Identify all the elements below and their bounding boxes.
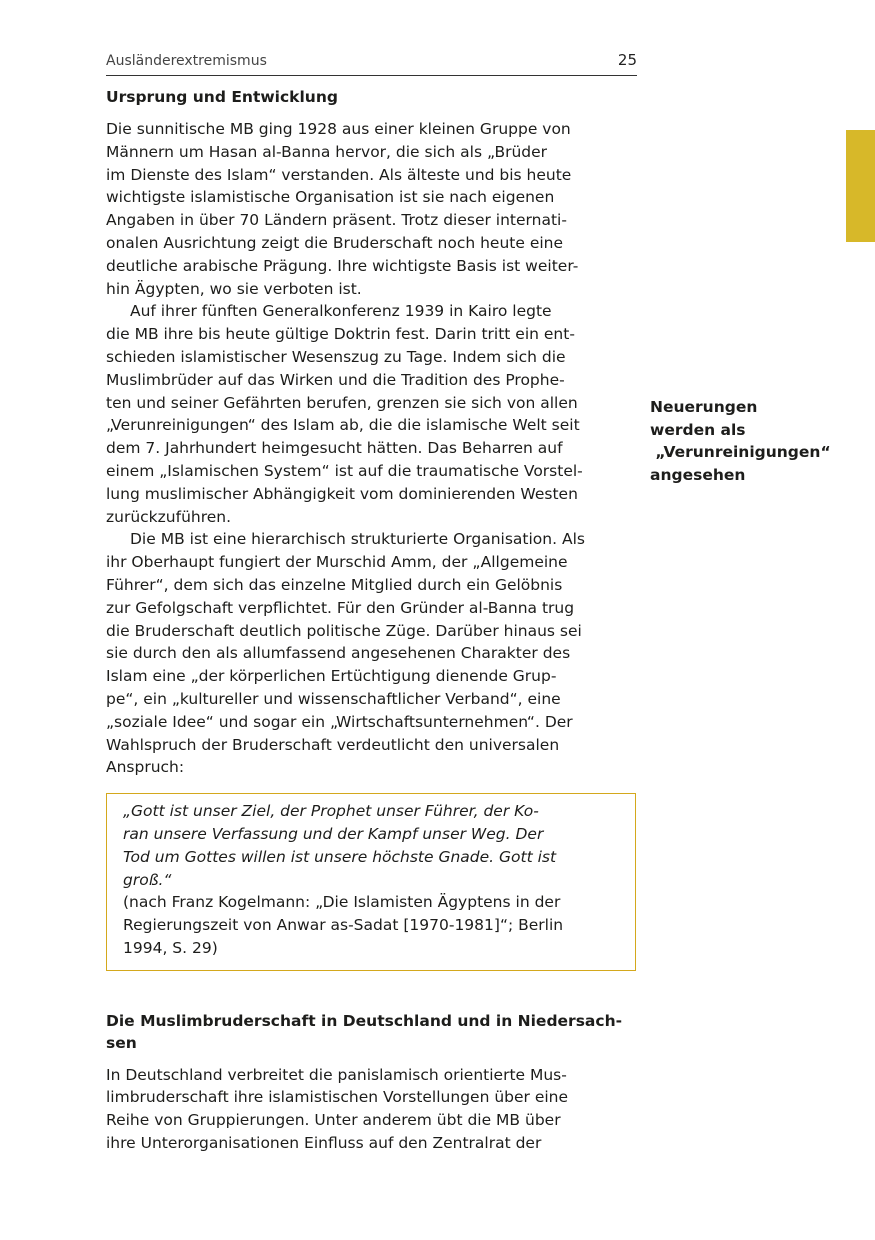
text-line: Muslimbrüder auf das Wirken und die Tradition des Prophe- <box>106 370 565 389</box>
running-header-title: Ausländerextremismus <box>106 53 267 69</box>
text-line: zurückzuführen. <box>106 507 232 526</box>
text-line: Männern um Hasan al-Banna hervor, die sich als „Brüder <box>106 142 548 161</box>
text-line: die Bruderschaft deutlich politische Züge. Darüber hinaus sei <box>106 621 582 640</box>
text-line: Reihe von Gruppierungen. Unter anderem übt die MB über <box>106 1111 561 1130</box>
text-line: die MB ihre bis heute gültige Doktrin fest. Darin tritt ein ent- <box>106 325 575 344</box>
text-line: ten und seiner Gefährten berufen, grenzen sie sich von allen <box>106 393 578 412</box>
margin-note-line: werden als <box>650 420 746 439</box>
text-line: im Dienste des Islam“ verstanden. Als älteste und bis heute <box>106 165 572 184</box>
text-line: „Verunreinigungen“ des Islam ab, die die islamische Welt seit <box>106 416 580 435</box>
text-line: Islam eine „der körperlichen Ertüchtigung dienende Grup- <box>106 667 557 686</box>
text-line: Die sunnitische MB ging 1928 aus einer kleinen Gruppe von <box>106 120 571 138</box>
text-line: Die MB ist eine hierarchisch strukturierte Organisation. Als <box>130 530 585 549</box>
margin-note-line: angesehen <box>650 465 746 484</box>
text-line: ihre Unterorganisationen Einfluss auf den Zentralrat der <box>106 1134 542 1153</box>
quote-text <box>123 800 621 891</box>
text-line: sie durch den als allumfassend angesehenen Charakter des <box>106 644 571 663</box>
quote-source-line: (nach Franz Kogelmann: „Die Islamisten Ägyptens in der <box>123 893 561 912</box>
quote-source <box>123 891 621 959</box>
text-line: dem 7. Jahrhundert heimgesucht hätten. Das Beharren auf <box>106 439 563 458</box>
text-line: zur Gefolgschaft verpflichtet. Für den Gründer al-Banna trug <box>106 598 575 617</box>
quote-line: groß.“ <box>123 870 172 889</box>
text-line: Anspruch: <box>106 758 185 777</box>
page-number: 25 <box>617 51 637 69</box>
text-line: Führer“, dem sich das einzelne Mitglied durch ein Gelöbnis <box>106 575 563 594</box>
running-header <box>106 51 637 76</box>
text-line: Wahlspruch der Bruderschaft verdeutlicht den universalen <box>106 735 560 754</box>
main-text-column <box>106 86 637 1155</box>
text-line: lung muslimischer Abhängigkeit vom dominierenden Westen <box>106 484 578 503</box>
paragraph-origin-3 <box>106 528 637 779</box>
text-line: schieden islamistischer Wesenszug zu Tage. Indem sich die <box>106 347 566 366</box>
text-line: onalen Ausrichtung zeigt die Bruderschaft noch heute eine <box>106 233 564 252</box>
margin-note <box>650 396 850 486</box>
paragraph-germany-1 <box>106 1064 637 1155</box>
text-line: limbruderschaft ihre islamistischen Vorstellungen über eine <box>106 1088 569 1107</box>
text-line: „soziale Idee“ und sogar ein „Wirtschaftsunternehmen“. Der <box>106 712 573 731</box>
heading-line: Die Muslimbruderschaft in Deutschland und in Niedersach- <box>106 1011 623 1030</box>
quote-line: „Gott ist unser Ziel, der Prophet unser Führer, der Ko- <box>123 802 539 821</box>
quote-line: Tod um Gottes willen ist unsere höchste Gnade. Gott ist <box>123 847 557 866</box>
margin-note-line: „Verunreinigungen“ <box>650 443 831 461</box>
text-line: wichtigste islamistische Organisation ist sie nach eigenen <box>106 188 555 207</box>
text-line: pe“, ein „kultureller und wissenschaftlicher Verband“, eine <box>106 689 561 708</box>
margin-note-line: Neuerungen <box>650 398 758 416</box>
quote-line: ran unsere Verfassung und der Kampf unser Weg. Der <box>123 824 544 843</box>
text-line: Auf ihrer fünften Generalkonferenz 1939 in Kairo legte <box>130 302 552 321</box>
paragraph-origin-2 <box>106 300 637 528</box>
text-line: In Deutschland verbreitet die panislamisch orientierte Mus- <box>106 1065 567 1084</box>
chapter-tab-marker <box>846 130 875 242</box>
text-line: deutliche arabische Prägung. Ihre wichtigste Basis ist weiter- <box>106 256 579 275</box>
section-heading-germany <box>106 1010 637 1054</box>
quote-box <box>106 793 636 971</box>
paragraph-origin-1 <box>106 118 637 300</box>
heading-line: sen <box>106 1033 137 1052</box>
section-heading-origin: Ursprung und Entwicklung <box>106 88 338 106</box>
text-line: Angaben in über 70 Ländern präsent. Trotz dieser internati- <box>106 211 567 230</box>
text-line: einem „Islamischen System“ ist auf die traumatische Vorstel- <box>106 461 583 480</box>
quote-source-line: Regierungszeit von Anwar as-Sadat [1970-1981]“; Berlin <box>123 916 564 935</box>
quote-source-line: 1994, S. 29) <box>123 938 218 957</box>
text-line: hin Ägypten, wo sie verboten ist. <box>106 279 362 298</box>
text-line: ihr Oberhaupt fungiert der Murschid Amm, der „Allgemeine <box>106 553 568 572</box>
